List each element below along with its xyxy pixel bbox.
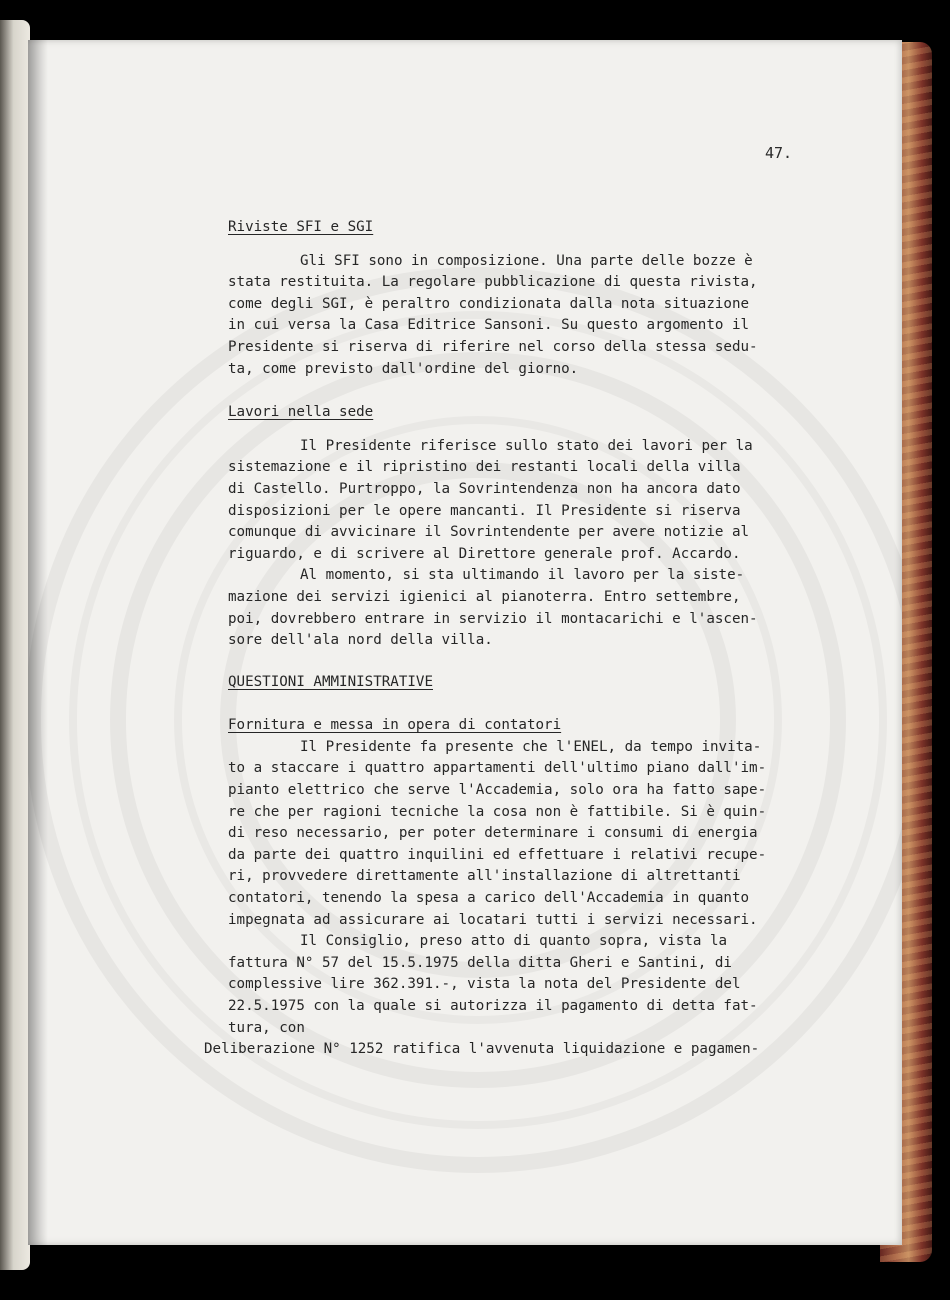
text-line: fattura N° 57 del 15.5.1975 della ditta Gheri e Santini, di xyxy=(228,954,732,971)
text-line: ri, provvedere direttamente all'installazione di altrettanti xyxy=(228,868,741,885)
text-line: in cui versa la Casa Editrice Sansoni. Su questo argomento il xyxy=(228,317,750,334)
section-heading-contatori: Fornitura e messa in opera di contatori xyxy=(228,717,562,734)
text-line: sore dell'ala nord della villa. xyxy=(228,632,493,649)
text-line: tura, con xyxy=(228,1019,305,1036)
text-line: disposizioni per le opere mancanti. Il Presidente si riserva xyxy=(228,502,741,519)
paragraph-contatori-1 xyxy=(228,737,818,931)
paragraph-riviste xyxy=(228,251,818,381)
document-page xyxy=(28,40,902,1245)
document-body xyxy=(204,217,818,1061)
text-line: 22.5.1975 con la quale si autorizza il pagamento di detta fat- xyxy=(228,998,758,1014)
text-line: Gli SFI sono in composizione. Una parte delle bozze è xyxy=(300,252,753,269)
paragraph-lavori-1 xyxy=(228,436,818,566)
major-heading: QUESTIONI AMMINISTRATIVE xyxy=(228,673,433,690)
text-line: poi, dovrebbero entrare in servizio il montacarichi e l'ascen- xyxy=(228,610,758,627)
text-line: mazione dei servizi igienici al pianoterra. Entro settembre, xyxy=(228,588,741,605)
text-line: riguardo, e di scrivere al Direttore generale prof. Accardo. xyxy=(228,545,741,562)
section-heading-lavori: Lavori nella sede xyxy=(228,404,374,421)
text-line: Il Consiglio, preso atto di quanto sopra, vista la xyxy=(300,933,728,950)
page-number: 47. xyxy=(765,144,793,162)
text-line: ta, come previsto dall'ordine del giorno. xyxy=(228,360,579,377)
text-line: contatori, tenendo la spesa a carico dell'Accademia in quanto xyxy=(228,890,750,907)
paragraph-lavori-2 xyxy=(228,565,818,651)
text-line: pianto elettrico che serve l'Accademia, solo ora ha fatto sape- xyxy=(228,782,767,799)
text-line: Al momento, si sta ultimando il lavoro per la siste- xyxy=(300,567,745,584)
text-line: to a staccare i quattro appartamenti dell'ultimo piano dall'im- xyxy=(228,760,767,777)
text-line: sistemazione e il ripristino dei restanti locali della villa xyxy=(228,459,741,476)
text-line: da parte dei quattro inquilini ed effettuare i relativi recupe- xyxy=(228,846,767,863)
text-line: Il Presidente fa presente che l'ENEL, da tempo invita- xyxy=(300,738,762,755)
text-line: stata restituita. La regolare pubblicazione di questa rivista, xyxy=(228,274,758,291)
text-line: re che per ragioni tecniche la cosa non è fattibile. Si è quin- xyxy=(228,803,767,820)
text-line: complessive lire 362.391.-, vista la nota del Presidente del xyxy=(228,976,741,993)
text-line: Il Presidente riferisce sullo stato dei lavori per la xyxy=(300,437,753,454)
text-line: di Castello. Purtroppo, la Sovrintendenza non ha ancora dato xyxy=(228,480,741,497)
text-line: comunque di avvicinare il Sovrintendente per avere notizie al xyxy=(228,524,750,541)
text-line: come degli SGI, è peraltro condizionata dalla nota situazione xyxy=(228,295,750,312)
text-line: impegnata ad assicurare ai locatari tutti i servizi necessari. xyxy=(228,911,758,928)
text-line: Presidente si riserva di riferire nel corso della stessa sedu- xyxy=(228,338,758,355)
paragraph-contatori-2 xyxy=(228,931,818,1039)
section-heading-riviste: Riviste SFI e SGI xyxy=(228,219,374,235)
text-line: di reso necessario, per poter determinare i consumi di energia xyxy=(228,825,758,842)
deliberation-line: Deliberazione N° 1252 ratifica l'avvenuta liquidazione e pagamen- xyxy=(204,1041,760,1058)
previous-page-edge xyxy=(0,20,30,1270)
